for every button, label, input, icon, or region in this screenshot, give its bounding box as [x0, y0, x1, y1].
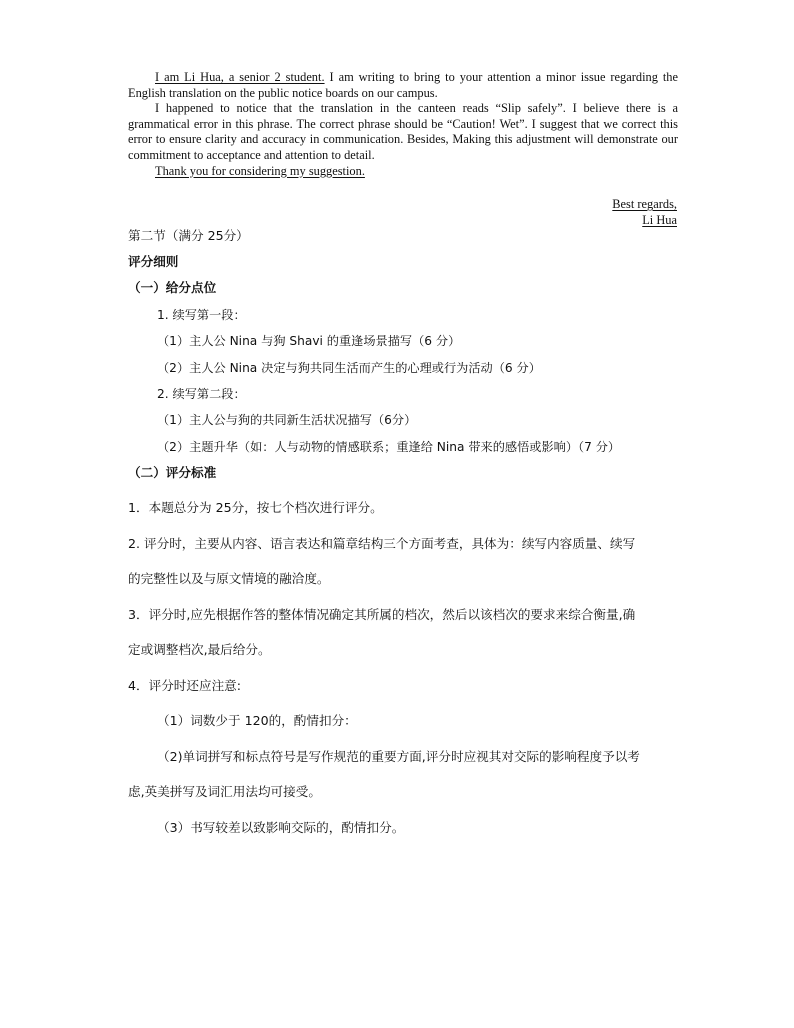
letter-paragraph-2: I happened to notice that the translation in the canteen reads “Slip safely”. I believe there is a grammatical error in this phrase. The correct phrase should be “Caution! Wet”. I suggest that we correct this error to ensure clarity and accuracy in communication. Besides, Making this adjustment will demonstrate our commitment to acceptance and attention to detail.	[128, 101, 678, 162]
letter-intro-underlined: I am Li Hua, a senior 2 student.	[155, 70, 325, 84]
para1-label: 1. 续写第一段：	[157, 308, 246, 322]
sample-letter	[128, 70, 678, 179]
standard-4-item-3: （3）书写较差以致影响交际的，酌情扣分。	[157, 820, 405, 835]
standard-2: 2. 评分时，主要从内容、语言表达和篇章结构三个方面考查，具体为：续写内容质量、续写	[128, 536, 636, 551]
letter-closing: Best regards,	[612, 197, 677, 211]
para2-item-2: （2）主题升华（如：人与动物的情感联系；重逢给 Nina 带来的感悟或影响）（7 分）	[157, 440, 621, 454]
standard-2-cont: 的完整性以及与原文情境的融洽度。	[128, 571, 330, 586]
letter-paragraph-1	[128, 70, 678, 101]
standard-4: 4．评分时还应注意:	[128, 678, 242, 693]
standard-1: 1．本题总分为 25分，按七个档次进行评分。	[128, 500, 383, 515]
para1-item-2: （2）主人公 Nina 决定与狗共同生活而产生的心理或行为活动（6 分）	[157, 361, 541, 375]
letter-paragraph-3	[128, 164, 678, 180]
para2-item-1: （1）主人公与狗的共同新生活状况描写（6分）	[157, 413, 417, 427]
standard-3-cont: 定或调整档次,最后给分。	[128, 642, 271, 657]
section-title: 第二节（满分 25分）	[128, 228, 249, 243]
part2-heading: （二）评分标准	[128, 465, 217, 480]
standard-4-item-2-cont: 虑,英美拼写及词汇用法均可接受。	[128, 784, 321, 799]
standard-3: 3．评分时,应先根据作答的整体情况确定其所属的档次，然后以该档次的要求来综合衡量,确	[128, 607, 636, 622]
letter-signoff	[440, 197, 677, 228]
part1-heading: （一）给分点位	[128, 280, 217, 295]
para2-label: 2. 续写第二段：	[157, 387, 246, 401]
letter-signature: Li Hua	[642, 212, 677, 227]
rules-heading: 评分细则	[128, 254, 179, 269]
letter-intro-rest: I am writing to bring to your attention a minor issue regarding the English translation on the public notice boards on our campus.	[128, 70, 678, 100]
para1-item-1: （1）主人公 Nina 与狗 Shavi 的重逢场景描写（6 分）	[157, 334, 461, 348]
letter-thanks-underlined: Thank you for considering my suggestion.	[155, 163, 365, 178]
standard-4-item-1: （1）词数少于 120的，酌情扣分：	[157, 713, 357, 728]
standard-4-item-2: （2)单词拼写和标点符号是写作规范的重要方面,评分时应视其对交际的影响程度予以考	[157, 749, 640, 764]
